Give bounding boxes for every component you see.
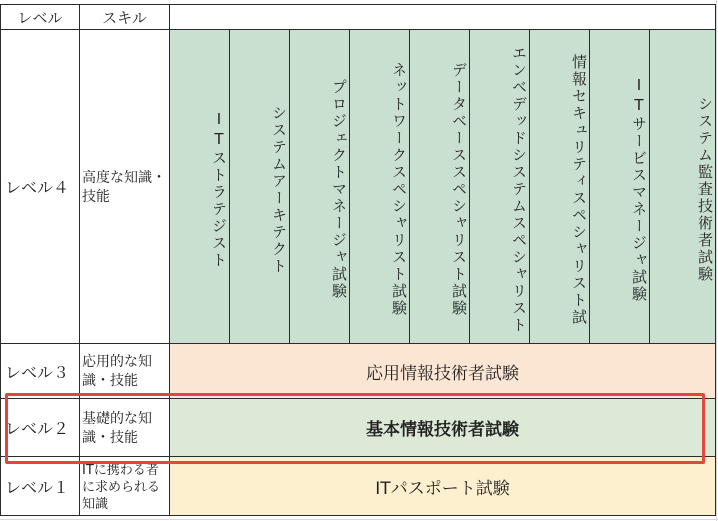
level-3-label[interactable]: レベル３ (0, 343, 80, 399)
grid-line (0, 519, 718, 520)
advanced-exam-3[interactable]: プロジェクトマネージャ試験 (289, 29, 350, 344)
level-2-exam[interactable]: 基本情報技術者試験 (169, 398, 716, 457)
level-2-label[interactable]: レベル２ (0, 398, 80, 457)
advanced-exam-5[interactable]: データベーススペシャリスト試験 (409, 29, 470, 344)
level-1-skill[interactable]: ITに携わる者に求められる知識 (79, 456, 170, 516)
highlight-box (5, 393, 705, 464)
level-4-label[interactable]: レベル４ (0, 29, 80, 344)
level-3-skill[interactable]: 応用的な知識・技能 (79, 343, 170, 399)
grid-line (716, 0, 717, 521)
advanced-exam-2[interactable]: システムアーキテクト (229, 29, 290, 344)
advanced-exam-7[interactable]: 情報セキュリティスペシャリスト試 (529, 29, 590, 344)
advanced-exam-1[interactable]: ITストラテジスト (169, 29, 230, 344)
advanced-exam-9[interactable]: システム監査技術者試験 (649, 29, 716, 344)
level-2-skill[interactable]: 基礎的な知識・技能 (79, 398, 170, 457)
level-4-skill[interactable]: 高度な知識・技能 (79, 29, 170, 344)
header-skill[interactable]: スキル (79, 4, 170, 30)
level-1-exam[interactable]: ITパスポート試験 (169, 456, 716, 516)
level-3-exam[interactable]: 応用情報技術者試験 (169, 343, 716, 399)
advanced-exam-8[interactable]: ITサービスマネージャ試験 (589, 29, 650, 344)
level-1-label[interactable]: レベル１ (0, 456, 80, 516)
advanced-exam-6[interactable]: エンベデッドシステムスペシャリスト (469, 29, 530, 344)
header-empty[interactable] (169, 4, 716, 30)
header-level[interactable]: レベル (0, 4, 80, 30)
advanced-exam-4[interactable]: ネットワークスペシャリスト試験 (349, 29, 410, 344)
